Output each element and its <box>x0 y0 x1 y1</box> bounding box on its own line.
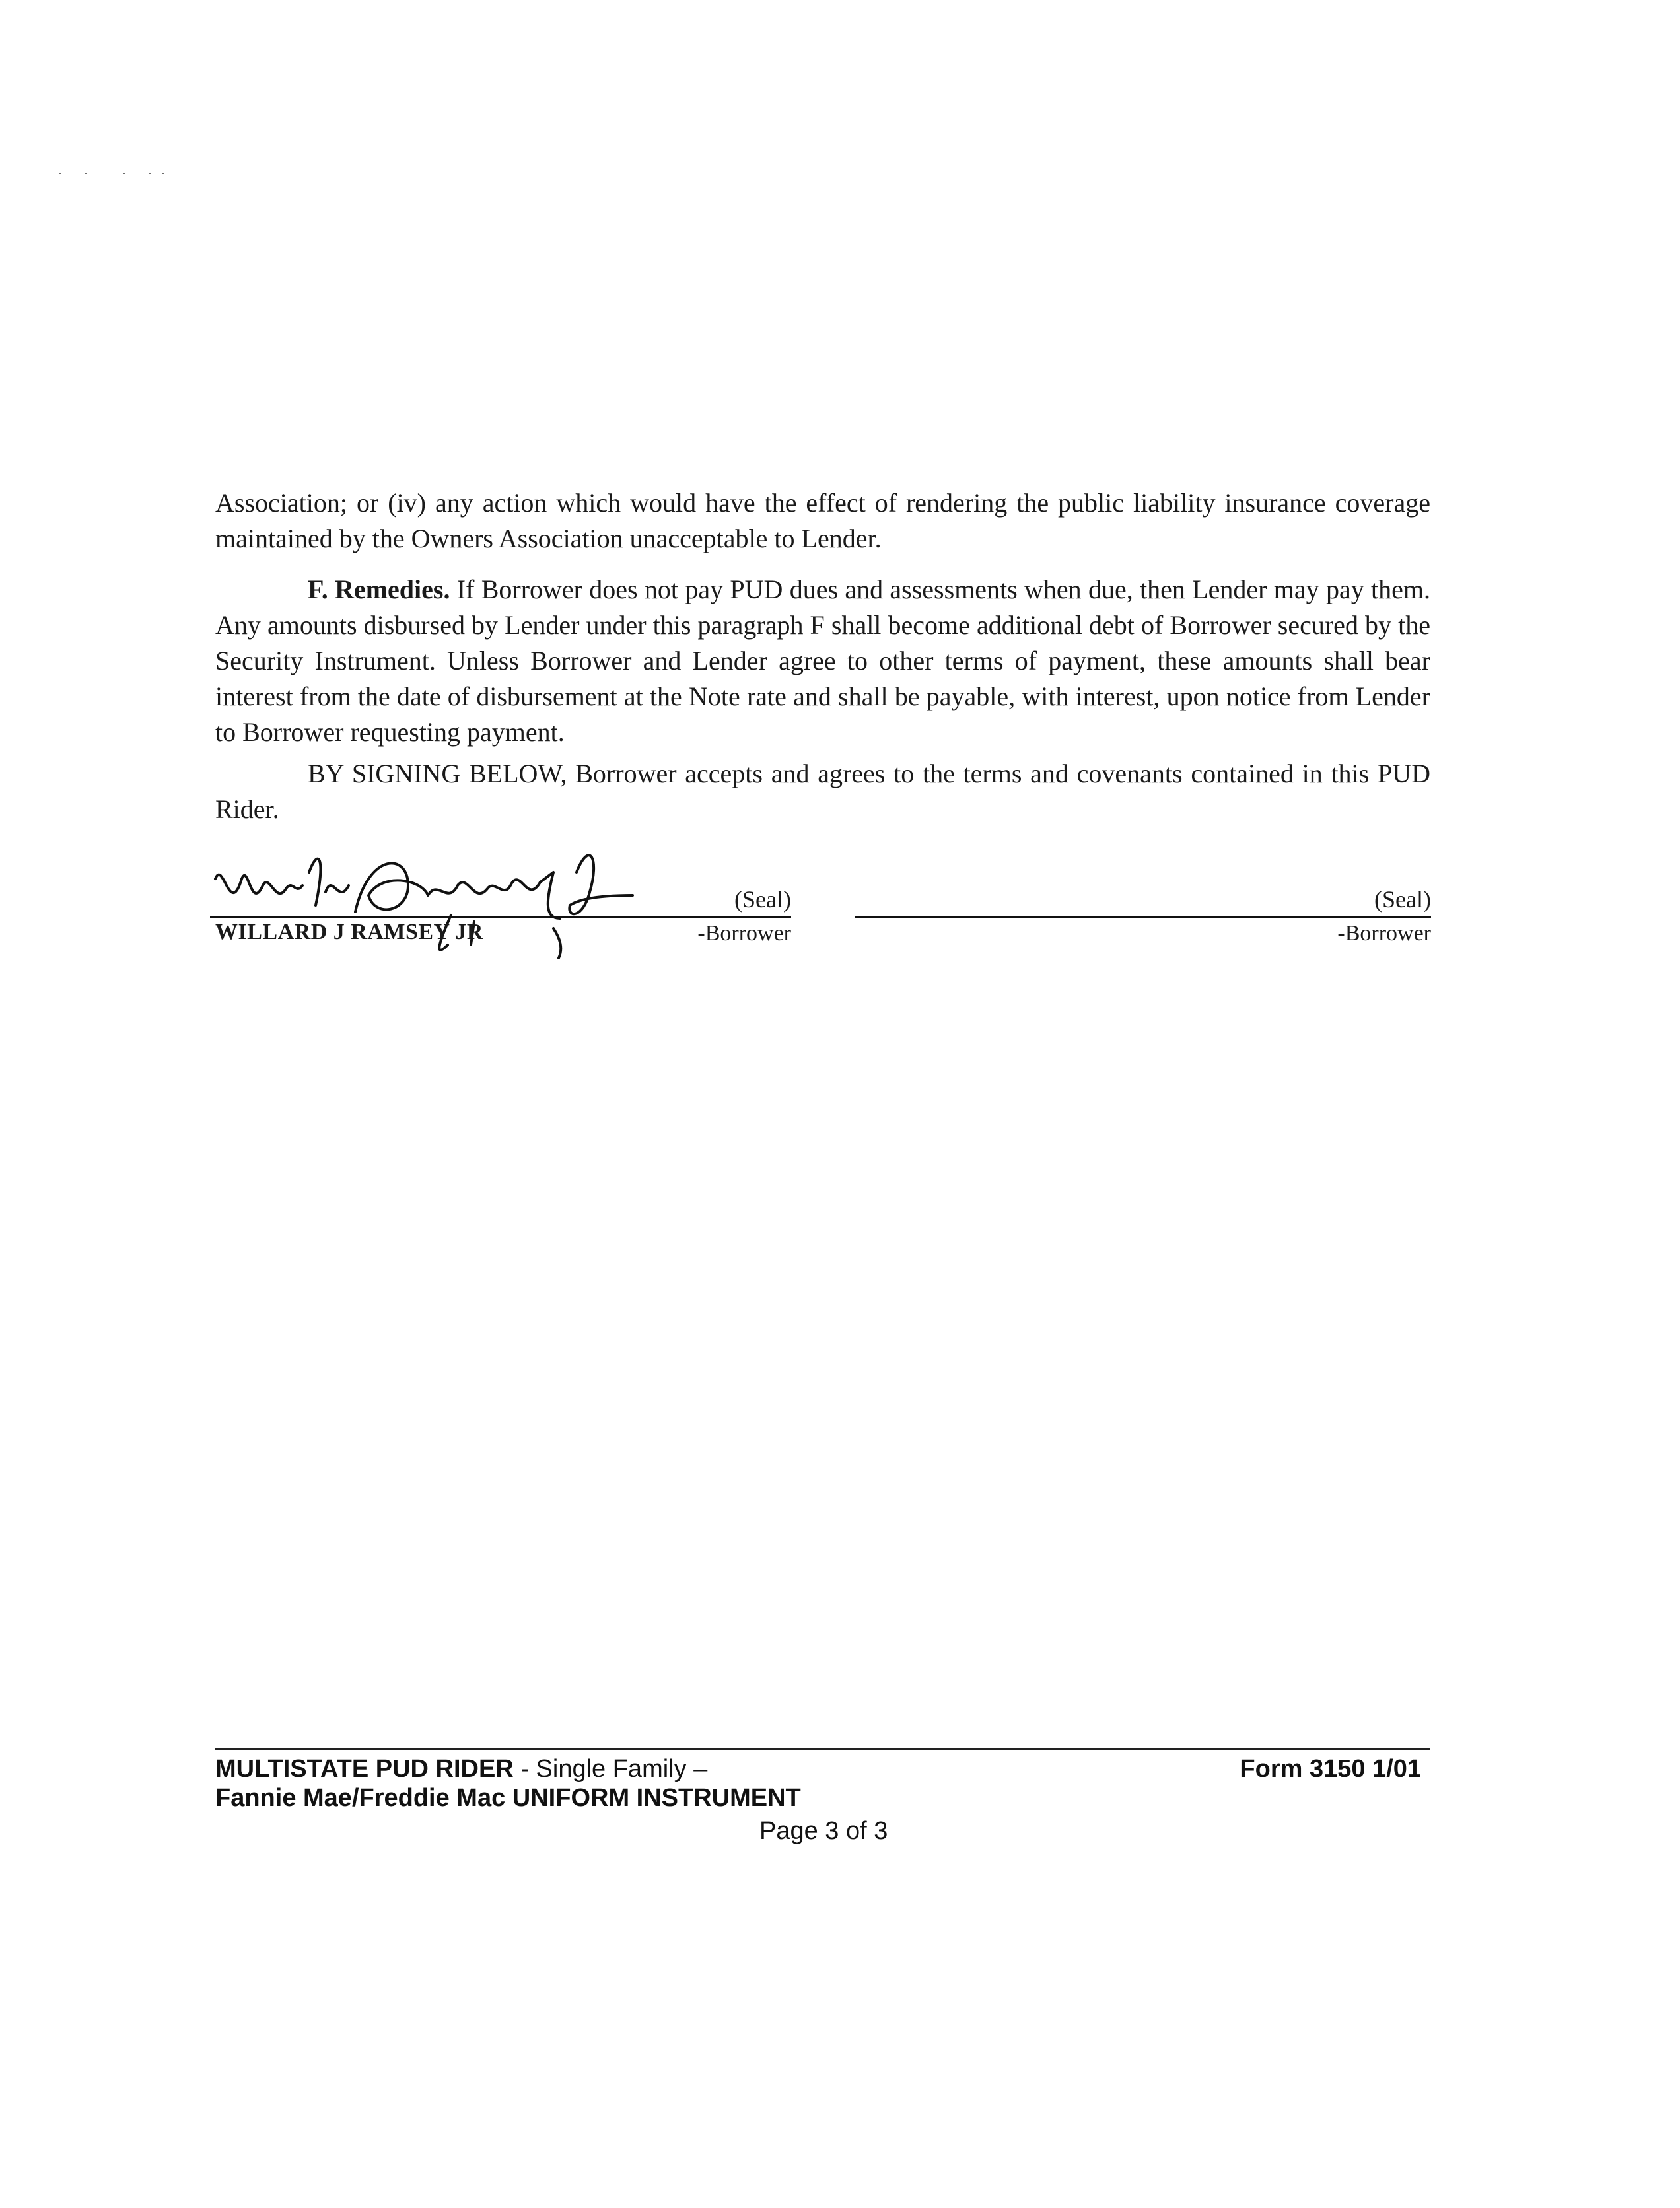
signature-line <box>210 916 791 918</box>
form-number: Form 3150 1/01 <box>1240 1755 1421 1783</box>
signing-statement-text: BY SIGNING BELOW, Borrower accepts and agrees to the terms and covenants contained in this PUD Rider. <box>215 759 1430 824</box>
handwritten-signature <box>210 833 725 965</box>
borrower-name: WILLARD J RAMSEY JR <box>215 920 483 944</box>
footer-title-rest: - Single Family – <box>513 1755 708 1783</box>
borrower-role-label: -Borrower <box>697 921 791 946</box>
footer-title <box>215 1755 707 1783</box>
footer-subtitle: Fannie Mae/Freddie Mac UNIFORM INSTRUMENT <box>215 1784 801 1812</box>
remedies-text: If Borrower does not pay PUD dues and assessments when due, then Lender may pay them. Any amounts disbursed by Lender under this paragraph F shall become additional debt of Borrower secured by the Security Instrument. Unless Borrower and Lender agree to other terms of payment, these amounts shall bear interest from the date of disbursement at the Note rate and shall be payable, with interest, upon notice from Lender to Borrower requesting payment. <box>215 574 1430 747</box>
borrower-role-label: -Borrower <box>1337 921 1431 946</box>
borrower-signature-block-left <box>210 848 791 961</box>
seal-label: (Seal) <box>734 886 791 913</box>
continuation-text: Association; or (iv) any action which would have the effect of rendering the public liability insurance coverage maintained by the Owners Association unacceptable to Lender. <box>215 488 1430 553</box>
borrower-signature-block-right <box>855 848 1431 961</box>
remedies-heading: F. Remedies. <box>308 574 450 604</box>
signing-statement <box>215 756 1430 827</box>
footer-title-bold: MULTISTATE PUD RIDER <box>215 1755 514 1783</box>
seal-label: (Seal) <box>1374 886 1431 913</box>
page-number: Page 3 of 3 <box>759 1817 888 1845</box>
continuation-paragraph <box>215 485 1430 557</box>
footer-divider <box>215 1748 1430 1750</box>
remedies-paragraph <box>215 572 1430 750</box>
signature-line <box>855 916 1431 918</box>
scan-specks: · · · ·· <box>58 166 174 180</box>
